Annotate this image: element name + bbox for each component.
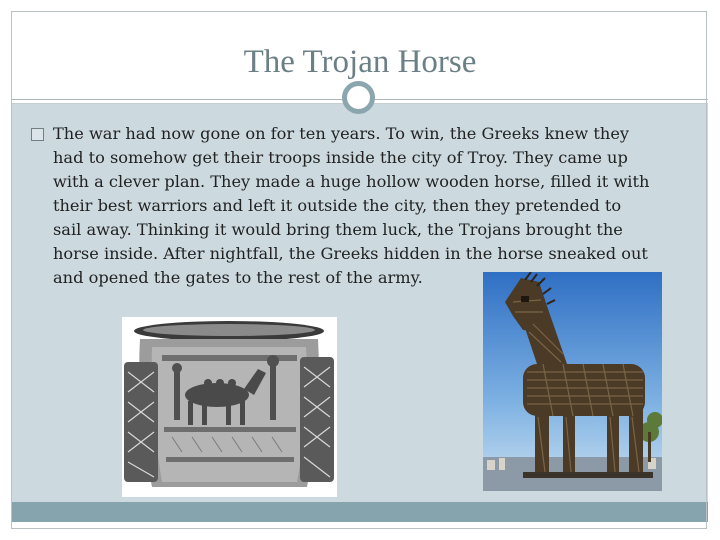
- ring-icon: [342, 81, 375, 114]
- body-line: and opened the gates to the rest of the army.: [53, 268, 423, 287]
- slide-title: The Trojan Horse: [243, 44, 477, 80]
- body-line: The war had now gone on for ten years. To win, the Greeks knew they: [53, 124, 630, 143]
- square-bullet-icon: [31, 128, 44, 141]
- body-line: with a clever plan. They made a huge hollow wooden horse, filled it with: [53, 172, 650, 191]
- body-paragraph: [53, 122, 693, 290]
- ancient-vase-relief-image: [122, 317, 337, 497]
- body-line: sail away. Thinking it would bring them luck, the Trojans brought the: [53, 220, 623, 239]
- wooden-horse-photo: [483, 272, 662, 491]
- body-line: their best warriors and left it outside the city, then they pretended to: [53, 196, 622, 215]
- body-line: horse inside. After nightfall, the Greeks hidden in the horse sneaked out: [53, 244, 648, 263]
- body-line: had to somehow get their troops inside the city of Troy. They came up: [53, 148, 628, 167]
